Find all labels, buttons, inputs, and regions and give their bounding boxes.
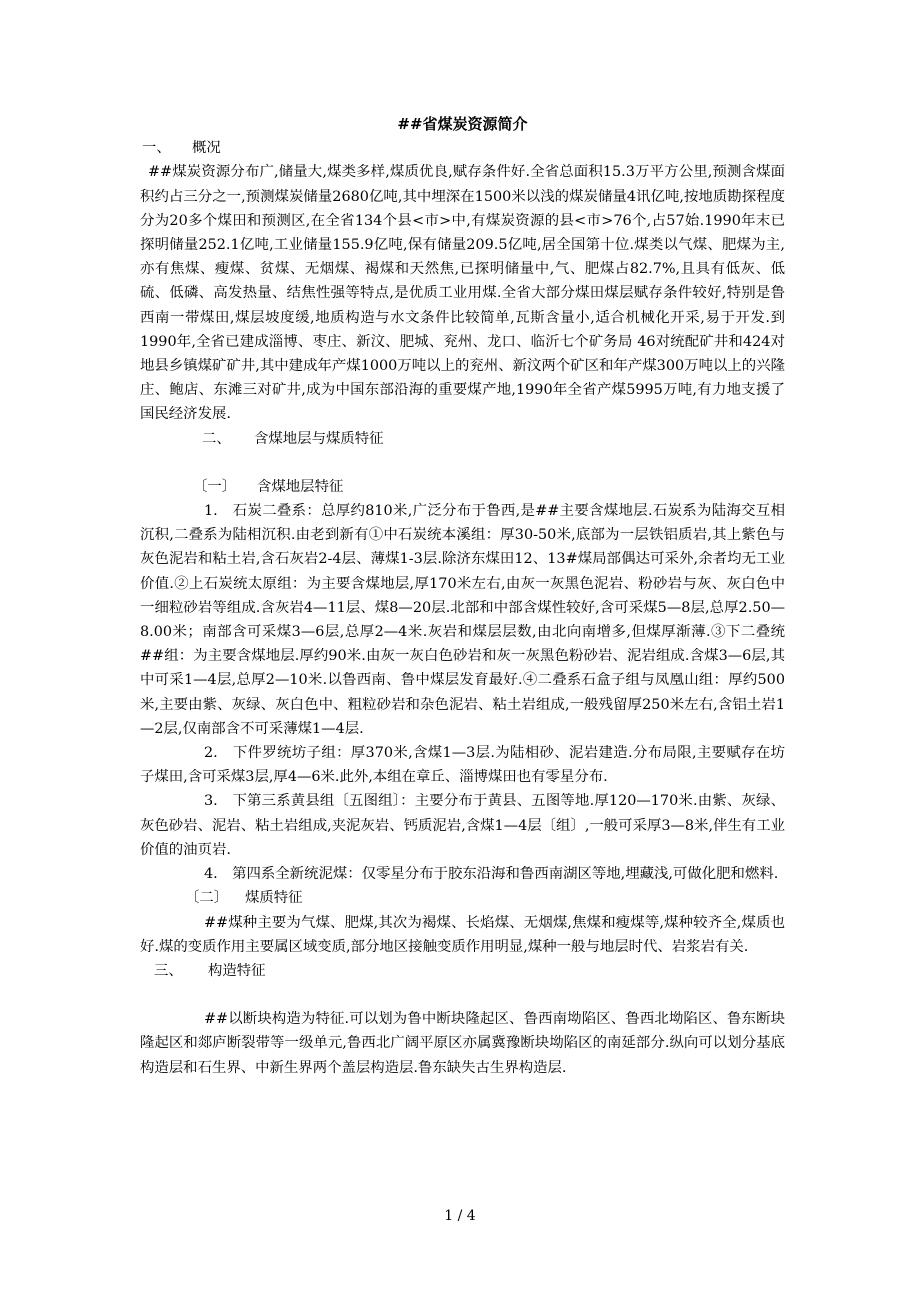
document-title: ##省煤炭资源简介 [397,115,528,133]
list-item-4: 4. 第四系全新统泥煤：仅零星分布于胶东沿海和鲁西南湖区等地,埋藏浅,可做化肥和燃料. [204,866,779,883]
subsection-1-title: 含煤地层特征 [257,478,344,495]
list-item-3: 3. 下第三系黄县组〔五图组〕：主要分布于黄县、五图等地.厚120—170米.由紫、灰绿、灰色砂岩、泥岩、粘土岩组成,夹泥灰岩、钙质泥岩,含煤1—4层〔组〕,一般可采厚3—8米,伴生有工业价值的油页岩. [140,793,785,858]
section-2-title: 含煤地层与煤质特征 [254,430,384,447]
section-3-heading [140,959,785,983]
list-item-2: 2. 下件罗统坊子组：厚370米,含煤1—3层.为陆相砂、泥岩建造.分布局限,主要赋存在坊子煤田,含可采煤3层,厚4—6米.此外,本组在章丘、淄博煤田也有零星分布. [140,745,785,786]
list-item-1: 1. 石炭二叠系：总厚约810米,广泛分布于鲁西,是##主要含煤地层.石炭系为陆海交互相沉积,二叠系为陆相沉积.由老到新有①中石炭统本溪组：厚30-50米,底部为一层铁铝质岩,其上紫色与灰色泥岩和粘土岩,含石灰岩2-4层、薄煤1-3层.除济东煤田12、13#煤局部偶达可采外,余者均无工业价值.②上石炭统太原组：为主要含煤地层,厚170米左右,由灰一灰黑色泥岩、粉砂岩与灰、灰白色中一细粒砂岩等组成.含灰岩4—11层、煤8—20层.北部和中部含煤性较好,含可采煤5—8层,总厚2.50—8.00米；南部含可采煤3—6层,总厚2—4米.灰岩和煤层层数,由北向南增多,但煤厚渐薄.③下二叠统##组：为主要含煤地层.厚约90米.由灰一灰白色砂岩和灰一灰黑色粉砂岩、泥岩组成.含煤3—6层,其中可采1—4层,总厚2—10米.以鲁西南、鲁中煤层发育最好.④二叠系石盒子组与凤凰山组：厚约500米,主要由紫、灰绿、灰白色中、粗粒砂岩和杂色泥岩、粘土岩组成,一般残留厚250米左右,含铝土岩1—2层,仅南部含不可采薄煤1—4层. [140,503,785,737]
subsection-2-number: 〔二〕 [185,890,229,907]
spacer [140,983,785,1007]
section-3-title: 构造特征 [208,962,266,979]
section-2-number: 二、 [202,430,231,447]
section-3-number: 三、 [154,962,183,979]
spacer [140,451,785,475]
page-number: 1 / 4 [444,1208,476,1224]
subsection-1-number: 〔一〕 [193,478,237,495]
section-1-heading [140,136,785,160]
section-1-number: 一、 [142,140,171,157]
subsection-2-paragraph: ##煤种主要为气煤、肥煤,其次为褐煤、长焰煤、无烟煤,焦煤和瘦煤等,煤种较齐全,煤质也好.煤的变质作用主要属区域变质,部分地区接触变质作用明显,煤种一般与地层时代、岩浆岩有关. [140,914,785,955]
section-2-heading [140,427,785,451]
subsection-2-heading [140,886,785,910]
subsection-1-heading [140,475,785,499]
document-body [140,112,785,1080]
section-1-title: 概况 [192,140,221,157]
section-3-paragraph: ##以断块构造为特征.可以划为鲁中断块隆起区、鲁西南坳陷区、鲁西北坳陷区、鲁东断块隆起区和郯庐断裂带等一级单元,鲁西北广阔平原区亦属冀豫断块坳陷区的南延部分.纵向可以划分基底构造层和石生界、中新生界两个盖层构造层.鲁东缺失古生界构造层. [140,1011,785,1076]
section-1-paragraph: ##煤炭资源分布广,储量大,煤类多样,煤质优良,赋存条件好.全省总面积15.3万平方公里,预测含煤面积约占三分之一,预测煤炭储量2680亿吨,其中埋深在1500米以浅的煤炭储量4讯亿吨,按地质勘探程度分为20多个煤田和预测区,在全省134个县<市>中,有煤炭资源的县<市>76个,占57始.1990年末已探明储量252.1亿吨,工业储量155.9亿吨,保有储量209.5亿吨,居全国第十位.煤类以气煤、肥煤为主,亦有焦煤、瘦煤、贫煤、无烟煤、褐煤和天然焦,已探明储量中,气、肥煤占82.7%,且具有低灰、低硫、低磷、高发热量、结焦性强等特点,是优质工业用煤.全省大部分煤田煤层赋存条件较好,特别是鲁西南一带煤田,煤层坡度缓,地质构造与水文条件比较简单,瓦斯含量小,适合机械化开采,易于开发.到1990年,全省已建成淄博、枣庄、新汶、肥城、兖州、龙口、临沂七个矿务局 46对统配矿井和424对地县乡镇煤矿矿井,其中建成年产煤1000万吨以上的兖州、新汶两个矿区和年产煤300万吨以上的兴隆庄、鲍店、东滩三对矿井,成为中国东部沿海的重要煤产地,1990年全省产煤5995万吨,有力地支援了国民经济发展. [140,164,785,423]
subsection-2-title: 煤质特征 [245,890,303,907]
